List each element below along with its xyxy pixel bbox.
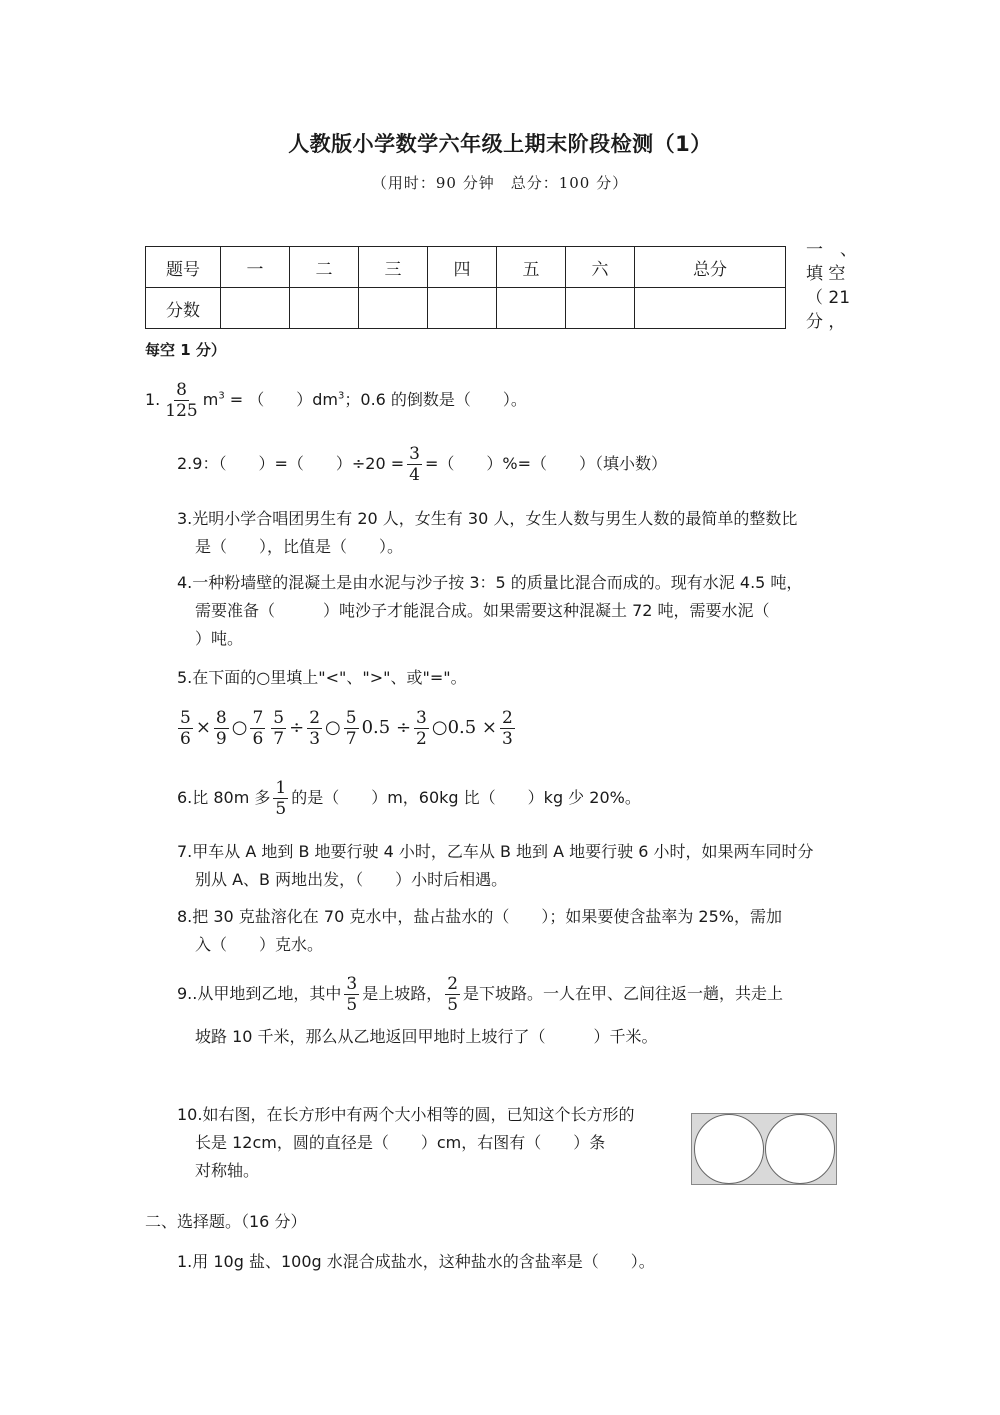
section2-question-1: 1.用 10g 盐、100g 水混合成盐水，这种盐水的含盐率是（ ）。 — [177, 1252, 655, 1271]
question-10: 10.如右图，在长方形中有两个大小相等的圆，已知这个长方形的 长是 12cm，圆的直径是（ ）cm，右图有（ ）条 对称轴。 — [177, 1105, 635, 1180]
page-title: 人教版小学数学六年级上期末阶段检测（1） — [288, 132, 712, 156]
score-input-cell[interactable] — [359, 288, 428, 329]
question-number: 1. — [145, 390, 161, 409]
question-5: 5.在下面的○里填上"<"、">"、或"="。 — [177, 668, 467, 687]
table-cell: 分数 — [146, 288, 221, 329]
question-6: 6.比 80m 多 $\frac{1}{5}$ 的是（ ）m，60kg 比（ ）kg 少 20%。 — [177, 778, 641, 819]
fraction: $\frac{2}{5}$ — [447, 974, 459, 1015]
page-subtitle: （用时：90 分钟 总分：100 分） — [371, 174, 629, 192]
fraction: $\frac{3}{4}$ — [409, 444, 420, 485]
table-cell: 总分 — [635, 247, 786, 288]
score-input-cell[interactable] — [221, 288, 290, 329]
table-cell: 六 — [566, 247, 635, 288]
question-3: 3.光明小学合唱团男生有 20 人，女生有 30 人，女生人数与男生人数的最简单的整数比 是（ ），比值是（ ）。 — [177, 509, 798, 556]
table-cell: 二 — [290, 247, 359, 288]
compare-circle[interactable]: ○ — [325, 717, 341, 738]
table-cell: 一 — [221, 247, 290, 288]
table-cell: 五 — [497, 247, 566, 288]
table-cell: 题号 — [146, 247, 221, 288]
score-table-score-row — [146, 288, 786, 329]
section1-heading-tail: 每空 1 分） — [145, 341, 226, 359]
fraction: $\frac{3}{5}$ — [346, 974, 358, 1015]
rectangle-two-circles-figure — [691, 1113, 837, 1185]
table-cell: 三 — [359, 247, 428, 288]
section1-heading-side — [806, 238, 857, 334]
question-9: 9..从甲地到乙地，其中 $\frac{3}{5}$ 是上坡路， $\frac{2}{5}$ 是下坡路。一人在甲、乙间往返一趟，共走上 — [177, 974, 784, 1015]
comparison-expression: $\frac{5}{6}$ × $\frac{8}{9}$ ○ $\frac{7}{6}$ $\frac{5}{7}$ ÷ $\frac{2}{3}$ ○ $\frac{5}{7}$ 0.5 ÷ $\frac{3}{2}$ ○0.5 × $\frac{2}{3}$ — [180, 708, 513, 749]
question-9-line2: 坡路 10 千米，那么从乙地返回甲地时上坡行了（ ）千米。 — [195, 1027, 658, 1046]
circle-left — [694, 1114, 764, 1184]
score-input-cell[interactable] — [635, 288, 786, 329]
question-1: 1. $\frac{8}{125}$ $m^3$ = （ ）$dm^3$；0.6 的倒数是（ ）。 — [145, 380, 527, 421]
question-4: 4.一种粉墙壁的混凝土是由水泥与沙子按 3：5 的质量比混合而成的。现有水泥 4.5 吨， 需要准备（ ）吨沙子才能混合成。如果需要这种混凝土 72 吨，需要水泥（ ）吨。 — [177, 573, 803, 648]
compare-circle[interactable]: ○ — [431, 717, 448, 738]
score-input-cell[interactable] — [290, 288, 359, 329]
compare-circle[interactable]: ○ — [231, 717, 248, 738]
circle-right — [765, 1114, 835, 1184]
heading-line: 填 空 — [806, 264, 846, 284]
unit: m — [202, 390, 219, 409]
section2-heading: 二、选择题。（16 分） — [145, 1212, 307, 1231]
fraction: $\frac{1}{5}$ — [275, 778, 287, 819]
score-input-cell[interactable] — [497, 288, 566, 329]
question-2: 2.9：（ ）=（ ）÷20 = $\frac{3}{4}$ =（ ）%=（ ）（填小数） — [177, 444, 667, 485]
question-7: 7.甲车从 A 地到 B 地要行驶 4 小时，乙车从 B 地到 A 地要行驶 6 小时，如果两车同时分 别从 A、B 两地出发，（ ）小时后相遇。 — [177, 842, 814, 889]
score-input-cell[interactable] — [428, 288, 497, 329]
score-table — [145, 246, 786, 329]
fraction: $\frac{8}{125}$ — [165, 380, 198, 421]
heading-line: 分 ， — [806, 312, 846, 332]
heading-line: 一 、 — [806, 240, 857, 260]
table-cell: 四 — [428, 247, 497, 288]
score-input-cell[interactable] — [566, 288, 635, 329]
score-table-header-row — [146, 247, 786, 288]
question-8: 8.把 30 克盐溶化在 70 克水中，盐占盐水的（ ）；如果要使含盐率为 25%，需加 入（ ）克水。 — [177, 907, 782, 954]
heading-line: （ 21 — [806, 288, 851, 308]
